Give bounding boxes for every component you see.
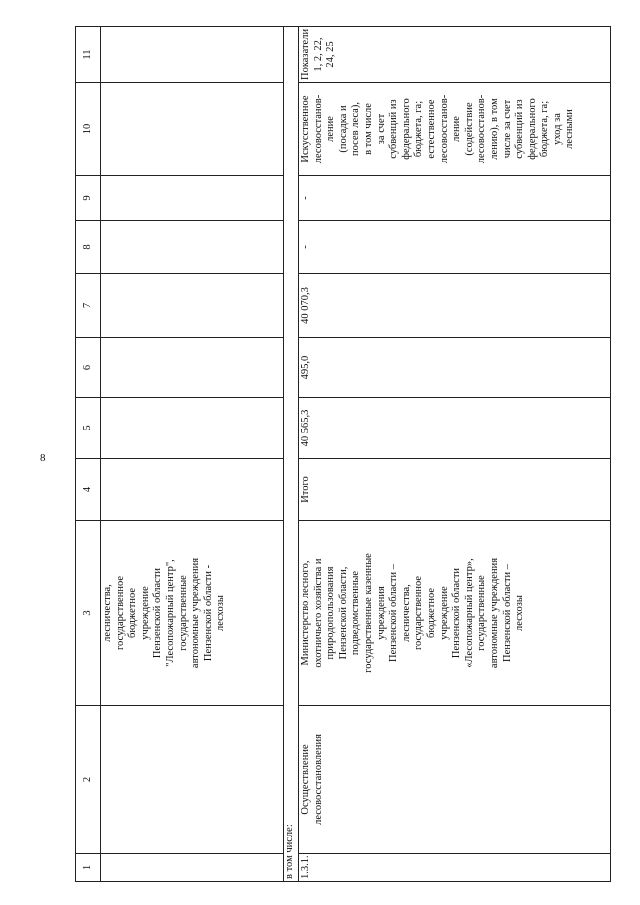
header-cell: 7 bbox=[76, 274, 101, 338]
amount-cell: - bbox=[299, 176, 611, 221]
program-table bbox=[75, 26, 611, 882]
section-row bbox=[284, 27, 299, 882]
header-cell: 10 bbox=[76, 83, 101, 176]
header-cell: 9 bbox=[76, 176, 101, 221]
amount-cell: 40 070,3 bbox=[299, 274, 611, 338]
executor-cell: лесничества, государственное бюджетное учреждение Пензенской области "Лесопожарный центр", государственные автономные учреждения Пензенской области - лесхозы bbox=[101, 521, 284, 706]
header-cell: 1 bbox=[76, 854, 101, 882]
header-cell: 2 bbox=[76, 706, 101, 854]
header-row bbox=[76, 27, 101, 882]
header-cell: 6 bbox=[76, 338, 101, 398]
table-row bbox=[299, 27, 611, 882]
source-cell: Итого bbox=[299, 459, 611, 521]
section-label: в том числе: bbox=[284, 27, 299, 882]
executor-cell: Министерство лесного, охотничьего хозяйства и природопользования Пензенской области, подведомственные государственные казенные учреждения Пензенской области – лесничества, государственное бюджетное учреждение Пензенской области «Лесопожарный центр», государственные автономные учреждения Пензенской области – лесхозы bbox=[299, 521, 611, 706]
header-cell: 4 bbox=[76, 459, 101, 521]
header-cell: 8 bbox=[76, 221, 101, 274]
page-number: 8 bbox=[40, 452, 46, 464]
indicators-cell: Показатели 1, 2, 22, 24, 25 bbox=[299, 27, 611, 83]
continued-row bbox=[101, 27, 284, 882]
total-amount: 40 565,3 bbox=[299, 398, 611, 459]
header-cell: 5 bbox=[76, 398, 101, 459]
rotated-table-sheet bbox=[75, 27, 611, 882]
row-number: 1.3.1. bbox=[299, 854, 611, 882]
measure-name: Осуществление лесовосстановления bbox=[299, 706, 611, 854]
result-cell: Искусственное лесовосстанов- ление (посадка и посев леса), в том числе за счет субвенций из федерального бюджета, га; естественное лесовосстанов- ление (содействие лесовосстанов- лению), в том числе за счет субвенций из федерального бюджета, га; уход за лесными bbox=[299, 83, 611, 176]
amount-cell: - bbox=[299, 221, 611, 274]
amount-cell: 495,0 bbox=[299, 338, 611, 398]
header-cell: 11 bbox=[76, 27, 101, 83]
header-cell: 3 bbox=[76, 521, 101, 706]
